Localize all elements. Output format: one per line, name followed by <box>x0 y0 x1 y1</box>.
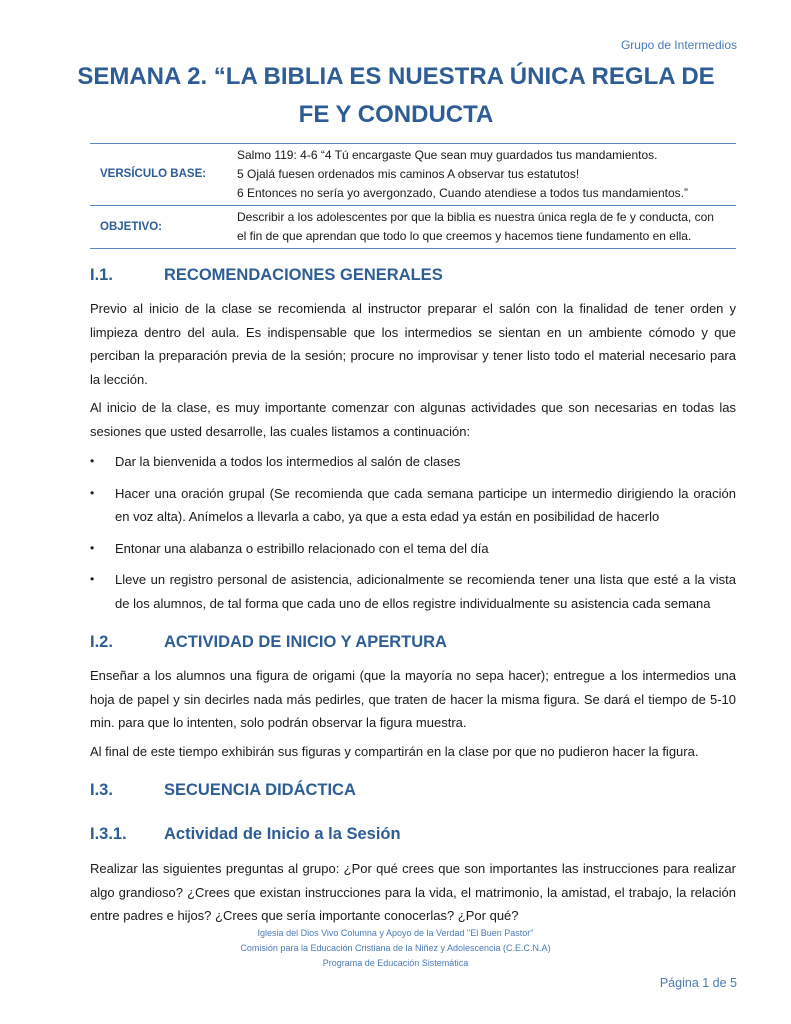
versiculo-line: Salmo 119: 4-6 “4 Tú encargaste Que sean muy guardados tus mandamientos. <box>237 148 658 162</box>
paragraph-recomendaciones: Previo al inicio de la clase se recomienda al instructor preparar el salón con la finalidad de tener orden y limpieza dentro del aula. Es indispensable que los intermedios se sientan en un ambiente cómodo y que perciban la preparación previa de la sesión; procure no improvisar y tener listo todo el material necesario para la lección. <box>90 301 736 387</box>
list-item: • Dar la bienvenida a todos los intermedios al salón de clases <box>90 450 736 474</box>
versiculo-row <box>90 144 736 206</box>
page-title <box>60 58 732 134</box>
section-number: I.3. <box>90 781 113 799</box>
page-number: Página 1 de 5 <box>659 976 737 990</box>
title-line-1: SEMANA 2. “LA BIBLIA ES NUESTRA ÚNICA REGLA DE <box>77 63 715 90</box>
section-heading-1-1 <box>90 266 443 285</box>
list-item: • Entonar una alabanza o estribillo relacionado con el tema del día <box>90 537 736 561</box>
section-title: ACTIVIDAD DE INICIO Y APERTURA <box>164 633 447 651</box>
footer-line: Comisión para la Educación Cristiana de la Niñez y Adolescencia (C.E.C.N.A) <box>240 943 551 953</box>
paragraph-actividades-intro: Al inicio de la clase, es muy importante comenzar con algunas actividades que son necesarias en todas las sesiones que usted desarrolle, las cuales listamos a continuación: <box>90 400 736 439</box>
title-line-2: FE Y CONDUCTA <box>298 101 494 128</box>
paragraph-origami: Enseñar a los alumnos una figura de origami (que la mayoría no sepa hacer); entregue a los intermedios una hoja de papel y sin decirles nada más pedirles, que traten de hacer la misma figura. Se dará el tiempo de 5-10 min. para que lo intenten, solo podrán observar la figura muestra. <box>90 668 736 730</box>
base-info-table <box>90 143 736 249</box>
footer-line: Programa de Educación Sistemática <box>322 958 469 968</box>
section-heading-1-3-1 <box>90 825 401 844</box>
paragraph-preguntas: Realizar las siguientes preguntas al grupo: ¿Por qué crees que son importantes las instrucciones para realizar algo grandioso? ¿Crees que existan instrucciones para la vida, el matrimonio, la amistad, el trabajo, la relación entre padres e hijos? ¿Crees que sería importante conocerlas? ¿Por qué? <box>90 861 736 923</box>
list-item: • Hacer una oración grupal (Se recomienda que cada semana participe un intermedio dirigiendo la oración en voz alta). Anímelos a llevarla a cabo, ya que a esta edad ya están en posibilidad de hacerlo <box>90 482 736 529</box>
section-title: Actividad de Inicio a la Sesión <box>164 825 401 843</box>
section-number: I.3.1. <box>90 825 127 843</box>
objetivo-row <box>90 206 736 249</box>
section-title: RECOMENDACIONES GENERALES <box>164 266 443 284</box>
versiculo-label: VERSÍCULO BASE: <box>100 168 207 180</box>
footer-line: Iglesia del Dios Vivo Columna y Apoyo de la Verdad "El Buen Pastor" <box>257 928 534 938</box>
objetivo-line: el fin de que aprendan que todo lo que creemos y hacemos tiene fundamento en ella. <box>237 229 692 243</box>
versiculo-line: 5 Ojalá fuesen ordenados mis caminos A observar tus estatutos! <box>237 167 580 181</box>
versiculo-line: 6 Entonces no sería yo avergonzado, Cuando atendiese a todos tus mandamientos.” <box>237 186 688 200</box>
versiculo-text <box>237 144 736 206</box>
paragraph-exhibicion: Al final de este tiempo exhibirán sus figuras y compartirán en la clase por que no pudieron hacer la figura. <box>90 744 699 759</box>
section-heading-1-2 <box>90 633 447 652</box>
page-footer <box>0 926 791 971</box>
objetivo-label: OBJETIVO: <box>100 220 162 233</box>
objetivo-line: Describir a los adolescentes por que la biblia es nuestra única regla de fe y conducta, con <box>237 210 714 224</box>
bullet-list <box>90 450 736 623</box>
section-number: I.2. <box>90 633 113 651</box>
list-item: • Lleve un registro personal de asistencia, adicionalmente se recomienda tener una lista que esté a la vista de los alumnos, de tal forma que cada uno de ellos registre individualmente su asistencia cada semana <box>90 568 736 615</box>
section-title: SECUENCIA DIDÁCTICA <box>164 781 356 799</box>
section-heading-1-3 <box>90 781 356 800</box>
section-number: I.1. <box>90 266 113 284</box>
header-group-label: Grupo de Intermedios <box>620 38 737 52</box>
objetivo-text <box>237 206 736 249</box>
